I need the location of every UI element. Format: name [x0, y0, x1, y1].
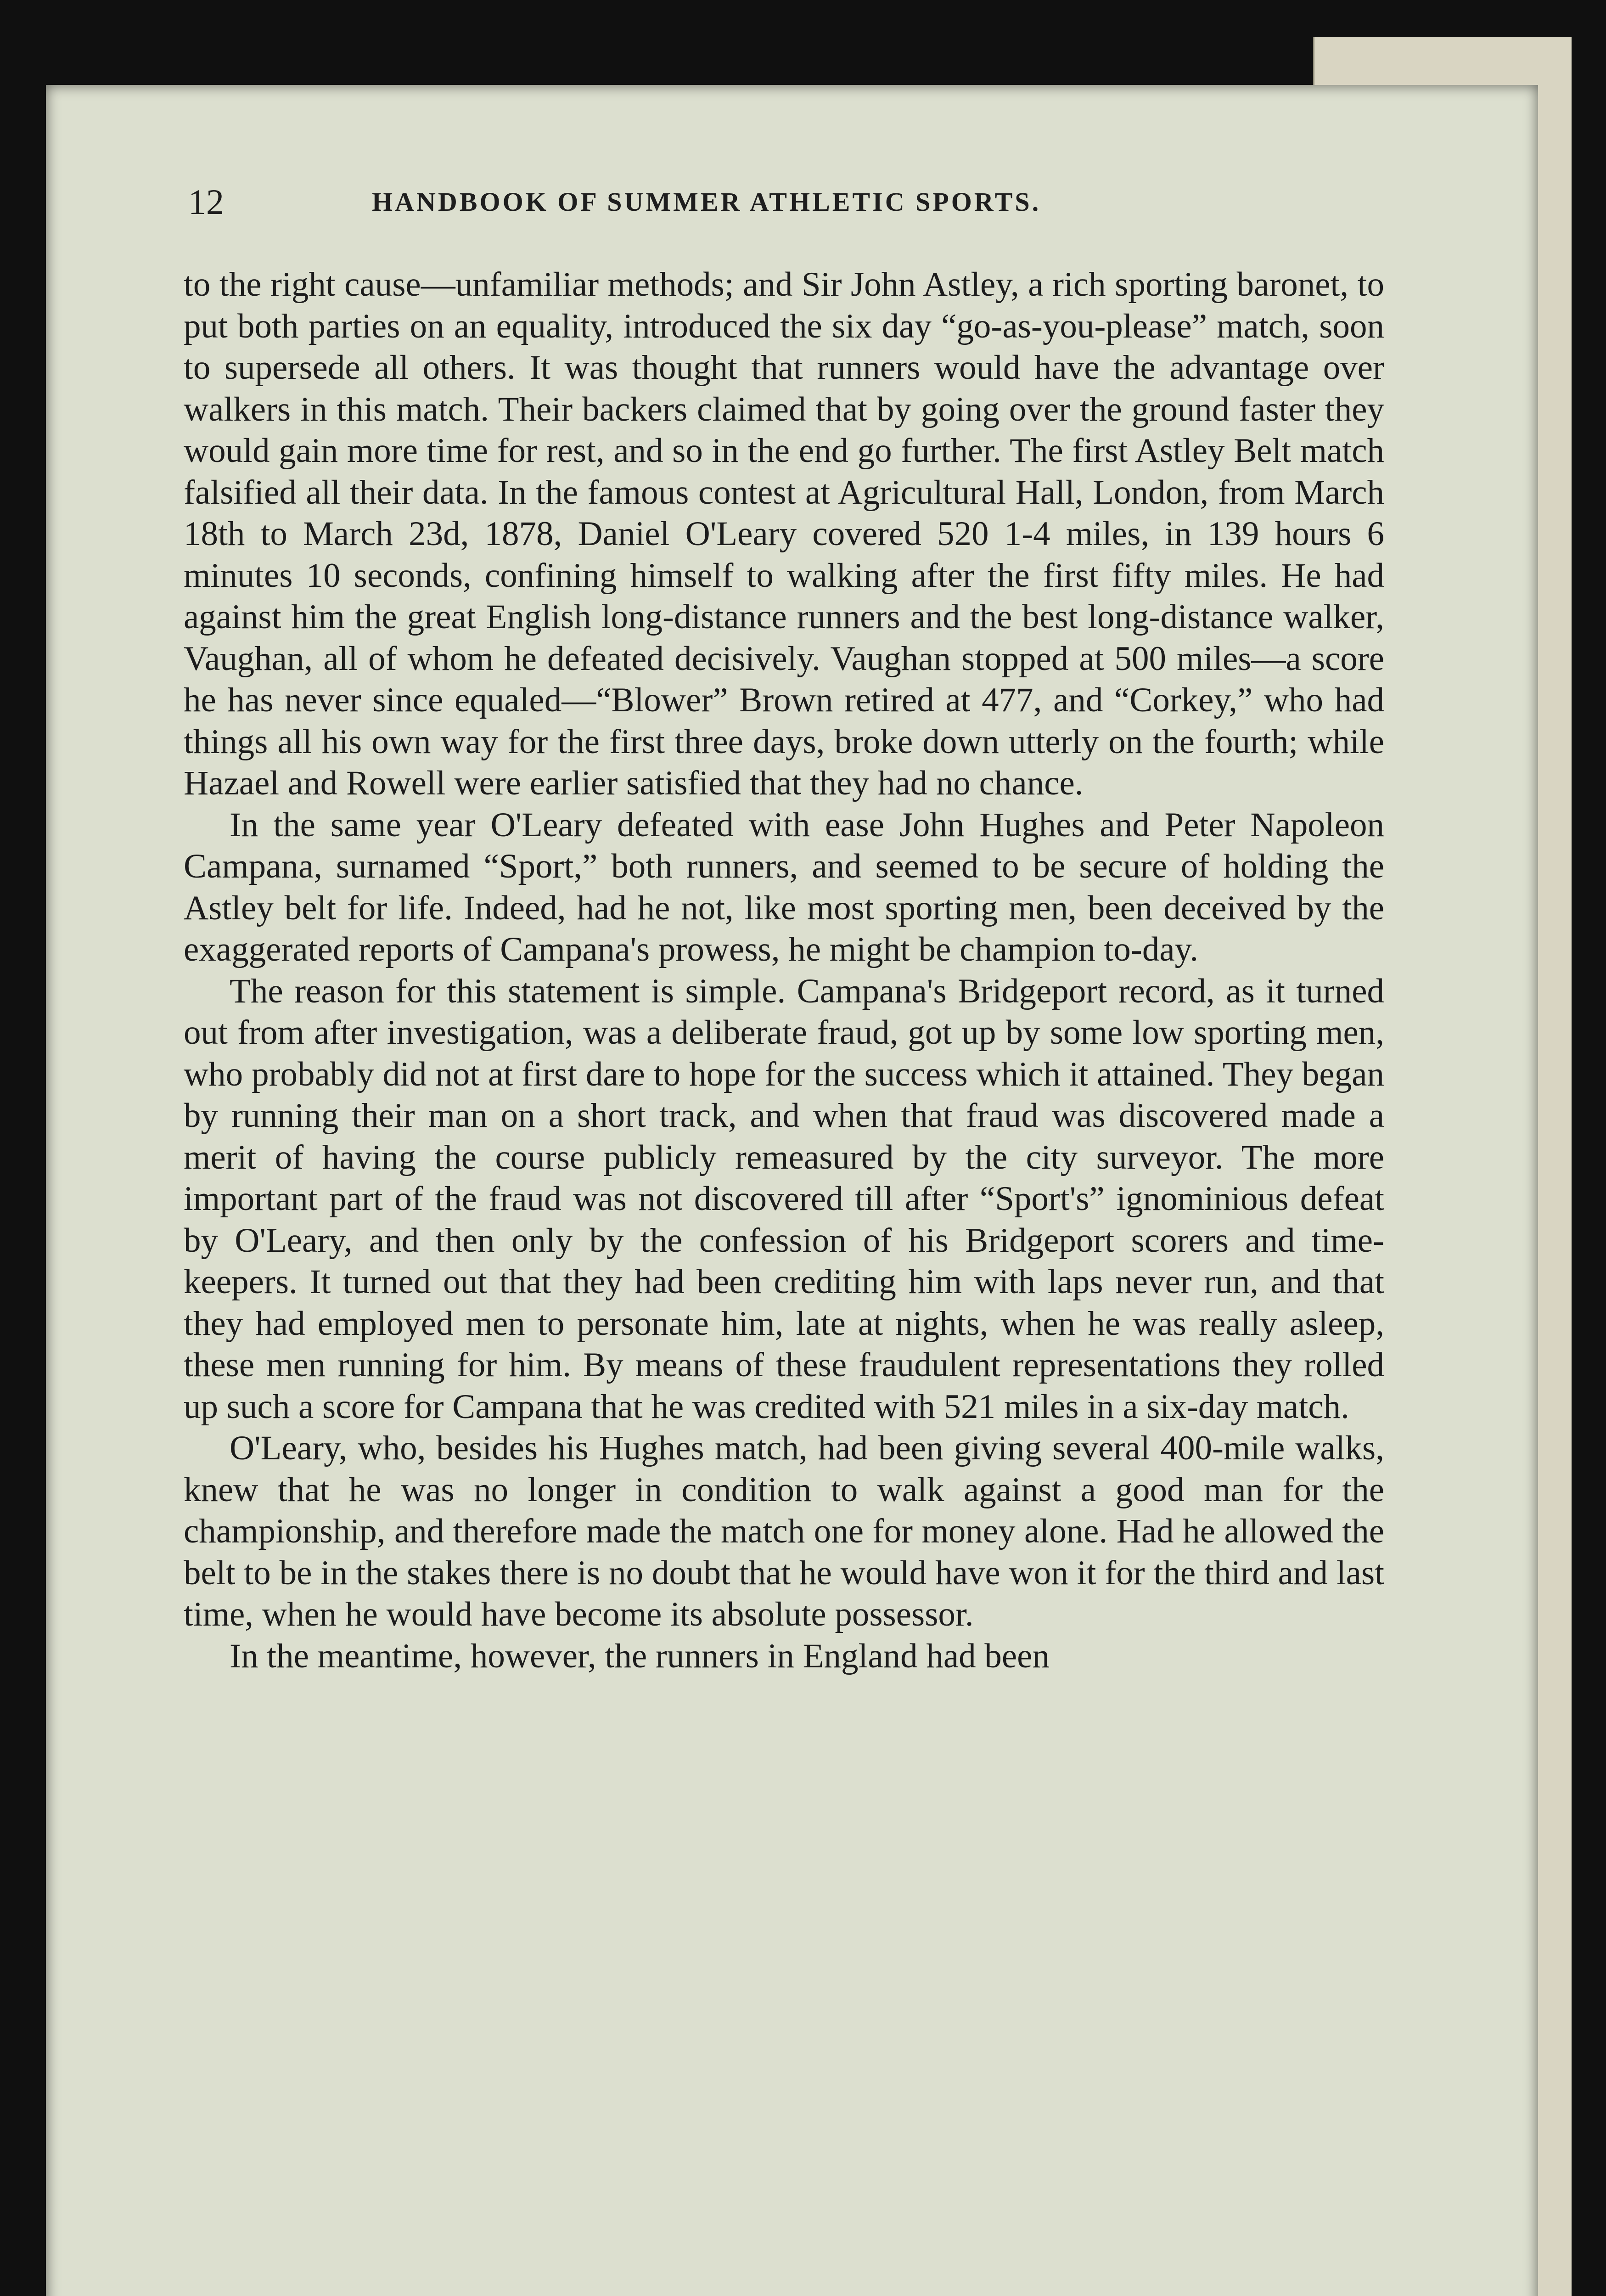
body-text: [184, 264, 1384, 1677]
paragraph-2: In the same year O'Leary defeated with ease John Hughes and Peter Napoleon Campana, surnamed “Sport,” both runners, and seemed to be secure of holding the Astley belt for life. Indeed, had he not, like most sporting men, been deceived by the exaggerated reports of Campana's prowess, he might be champion to-day.: [184, 805, 1384, 968]
paragraph-5: In the meantime, however, the runners in England had been: [230, 1637, 1050, 1675]
paragraph-4: O'Leary, who, besides his Hughes match, had been giving several 400-mile walks, knew that he was no longer in condition to walk against a good man for the championship, and therefore made the match one for money alone. Had he allowed the belt to be in the stakes there is no doubt that he would have won it for the third and last time, when he would have become its absolute possessor.: [184, 1429, 1384, 1633]
running-head: HANDBOOK OF SUMMER ATHLETIC SPORTS.: [372, 187, 1041, 217]
page-header: [188, 177, 1382, 227]
book-page: [46, 85, 1538, 2296]
page-number: 12: [188, 182, 224, 222]
paragraph-1: to the right cause—unfamiliar methods; and Sir John Astley, a rich sporting baronet, to put both parties on an equality, introduced the six day “go-as-you-please” match, soon to supersede all others. It was thought that runners would have the advantage over walkers in this match. Their backers claimed that by going over the ground faster they would gain more time for rest, and so in the end go further. The first Astley Belt match falsified all their data. In the famous contest at Agricultural Hall, London, from March 18th to March 23d, 1878, Daniel O'Leary covered 520 1-4 miles, in 139 hours 6 minutes 10 seconds, confining himself to walking after the first fifty miles. He had against him the great English long-distance runners and the best long-distance walker, Vaughan, all of whom he defeated decisively. Vaughan stopped at 500 miles—a score he has never since equaled—“Blower” Brown retired at 477, and “Corkey,” who had things all his own way for the first three days, broke down utterly on the fourth; while Hazael and Rowell were earlier satisfied that they had no chance.: [184, 265, 1384, 802]
paragraph-3: The reason for this statement is simple. Campana's Bridgeport record, as it turned out from after investigation, was a deliberate fraud, got up by some low sporting men, who probably did not at first dare to hope for the success which it attained. They began by running their man on a short track, and when that fraud was discovered made a merit of having the course publicly remeasured by the city surveyor. The more important part of the fraud was not discovered till after “Sport's” ignominious defeat by O'Leary, and then only by the confession of his Bridgeport scorers and time-keepers. It turned out that they had been crediting him with laps never run, and that they had employed men to personate him, late at nights, when he was really asleep, these men running for him. By means of these fraudulent representations they rolled up such a score for Campana that he was credited with 521 miles in a six-day match.: [184, 972, 1384, 1426]
